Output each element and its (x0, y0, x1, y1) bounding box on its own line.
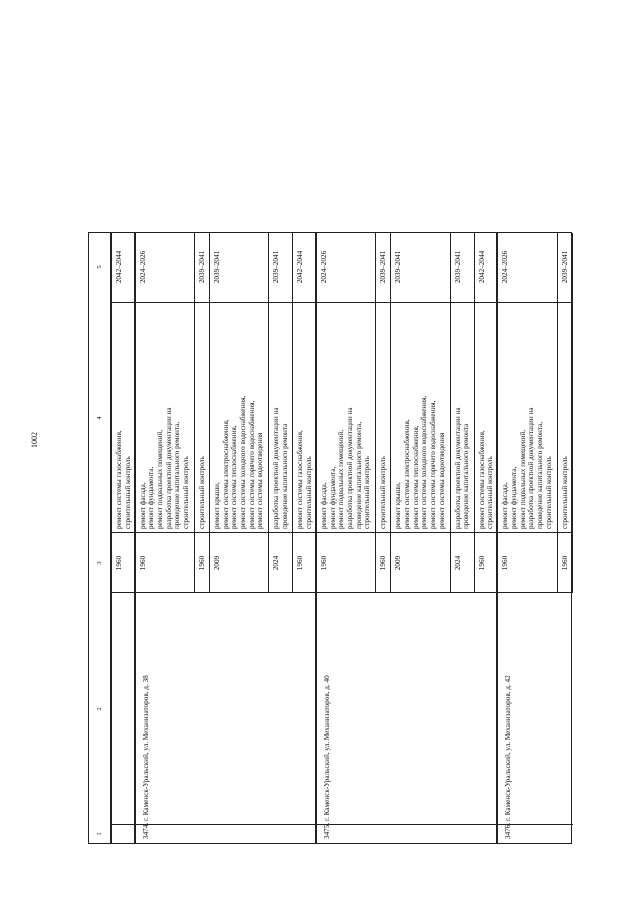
work-item: проведение капитального ремонта (281, 423, 290, 529)
work-item: ремонт фундамента, (147, 466, 156, 529)
period-cell: 2039–2041 (272, 250, 281, 284)
works-cell (478, 149, 495, 529)
period-cell: 2042–2044 (477, 250, 486, 284)
column-rule (498, 592, 572, 593)
work-item: строительный контроль (304, 456, 313, 529)
address-cell: г. Каменск-Уральский, ул. Механизаторов, д. 38 (141, 675, 150, 821)
table-header (88, 232, 111, 844)
header-col-5: 5 (96, 265, 103, 269)
row-number: 3474. (141, 822, 150, 839)
repair-schedule-table (88, 232, 572, 844)
period-cell: 2039–2041 (379, 250, 388, 284)
table-row (195, 233, 210, 593)
year-cell: 1960 (296, 555, 305, 571)
table-row (451, 233, 475, 593)
work-item: строительный контроль (363, 456, 372, 529)
work-item: ремонт подвальных помещений, (156, 429, 165, 529)
work-item: ремонт системы горячего водоснабжения, (247, 400, 256, 529)
year-cell: 1960 (115, 555, 123, 571)
work-item: ремонт подвальных помещений, (518, 429, 527, 529)
building-group (135, 232, 316, 844)
table-row (112, 233, 136, 593)
table-row (269, 233, 293, 593)
address-cell: г. Каменск-Уральский, ул. Механизаторов, д. 40 (323, 675, 332, 821)
column-rule (498, 532, 572, 533)
column-rule (112, 532, 136, 533)
year-cell: 1960 (560, 555, 569, 571)
works-cell (320, 149, 372, 529)
period-cell: 2039–2041 (394, 250, 403, 284)
work-item: строительный контроль (182, 456, 190, 529)
column-rule (498, 302, 572, 303)
year-cell: 2024 (453, 555, 462, 571)
table-row (317, 233, 376, 593)
column-rule (317, 302, 498, 303)
period-cell: 2039–2041 (198, 250, 207, 284)
year-cell: 1960 (379, 555, 388, 571)
table-row (376, 233, 391, 593)
column-rule (317, 532, 498, 533)
column-rule (317, 592, 498, 593)
column-rule (317, 824, 498, 825)
works-cell (379, 149, 388, 529)
work-item: строительный контроль (379, 456, 388, 529)
row-number: 3476. (504, 822, 513, 839)
work-item: ремонт системы водоотведения (437, 432, 446, 529)
year-cell: 2024 (272, 555, 281, 571)
work-item: разработка проектной документации на (453, 407, 462, 529)
work-item: ремонт системы газоснабжения, (115, 430, 123, 529)
work-item: разработка проектной документации на (346, 407, 355, 529)
building-group (316, 232, 497, 844)
works-cell (454, 149, 471, 529)
year-cell: 1960 (198, 555, 207, 571)
work-item: проведение капитального ремонта, (354, 421, 363, 529)
column-rule (136, 532, 317, 533)
works-cell (501, 149, 553, 529)
period-cell: 2042–2044 (115, 250, 123, 284)
work-item: проведение капитального ремонта (462, 423, 471, 529)
period-cell: 2039–2041 (560, 250, 569, 284)
row-rule (572, 233, 573, 593)
building-group (497, 232, 571, 844)
year-cell: 1960 (501, 555, 510, 571)
works-cell (213, 149, 265, 529)
continuation-row-group (111, 232, 135, 844)
period-cell: 2024–2026 (320, 250, 329, 284)
work-item: строительный контроль (560, 456, 569, 529)
work-item: ремонт системы теплоснабжения, (230, 425, 239, 529)
header-col-1: 1 (96, 832, 103, 836)
table-row (475, 233, 499, 593)
work-item: строительный контроль (486, 456, 495, 529)
work-item: ремонт фундамента, (510, 466, 519, 529)
work-item: ремонт системы холодного водоснабжения, (420, 395, 429, 529)
work-item: ремонт фасада, (320, 482, 329, 529)
work-item: ремонт системы горячего водоснабжения, (428, 400, 437, 529)
work-item: проведение капитального ремонта, (173, 421, 182, 529)
year-cell: 1960 (138, 555, 147, 571)
year-cell: 2009 (394, 555, 403, 571)
work-item: разработка проектной документации на (272, 407, 281, 529)
work-item: ремонт системы холодного водоснабжения, (239, 395, 248, 529)
work-item: ремонт фасада, (138, 482, 147, 529)
column-rule (136, 302, 317, 303)
work-item: строительный контроль (198, 456, 207, 529)
works-cell (198, 149, 207, 529)
header-col-4: 4 (96, 416, 103, 420)
work-item: ремонт системы газоснабжения, (477, 430, 486, 529)
column-rule (112, 824, 136, 825)
row-number: 3475. (323, 822, 332, 839)
header-col-2: 2 (96, 707, 103, 711)
period-cell: 2039–2041 (213, 250, 222, 284)
work-item: ремонт крыши, (394, 482, 403, 529)
work-item: ремонт системы газоснабжения, (296, 430, 305, 529)
work-item: проведение капитального ремонта, (535, 421, 544, 529)
work-item: разработка проектной документации на (527, 407, 536, 529)
work-item: ремонт фундамента, (328, 466, 337, 529)
table-row (210, 233, 269, 593)
table-row (558, 233, 573, 593)
column-rule (136, 592, 317, 593)
works-cell (272, 149, 289, 529)
work-item: строительный контроль (123, 456, 132, 529)
work-item: строительный контроль (544, 456, 553, 529)
period-cell: 2042–2044 (296, 250, 305, 284)
column-rule (136, 824, 317, 825)
year-cell: 1960 (477, 555, 486, 571)
period-cell: 2039–2041 (453, 250, 462, 284)
work-item: разработка проектной документации на (164, 407, 173, 529)
works-cell (139, 149, 191, 529)
page-number: 1002 (30, 432, 39, 448)
column-rule (498, 824, 572, 825)
works-cell (296, 149, 313, 529)
work-item: ремонт крыши, (213, 482, 222, 529)
works-cell (394, 149, 446, 529)
column-rule (112, 302, 136, 303)
year-cell: 1960 (320, 555, 329, 571)
works-cell (115, 149, 132, 529)
table-row (293, 233, 317, 593)
work-item: ремонт системы теплоснабжения, (411, 425, 420, 529)
work-item: ремонт подвальных помещений, (337, 429, 346, 529)
work-item: ремонт системы электроснабжения, (403, 419, 412, 529)
table-row (391, 233, 450, 593)
work-item: ремонт системы электроснабжения, (221, 419, 230, 529)
table-row (136, 233, 195, 593)
work-item: ремонт системы водоотведения (256, 432, 265, 529)
header-col-3: 3 (96, 561, 103, 565)
address-cell: г. Каменск-Уральский, ул. Механизаторов, д. 42 (504, 675, 513, 821)
period-cell: 2024–2026 (501, 250, 510, 284)
column-rule (112, 592, 136, 593)
period-cell: 2024–2026 (138, 250, 147, 284)
work-item: ремонт фасада, (501, 482, 510, 529)
table-row (498, 233, 557, 593)
year-cell: 2009 (213, 555, 222, 571)
works-cell (561, 149, 570, 529)
